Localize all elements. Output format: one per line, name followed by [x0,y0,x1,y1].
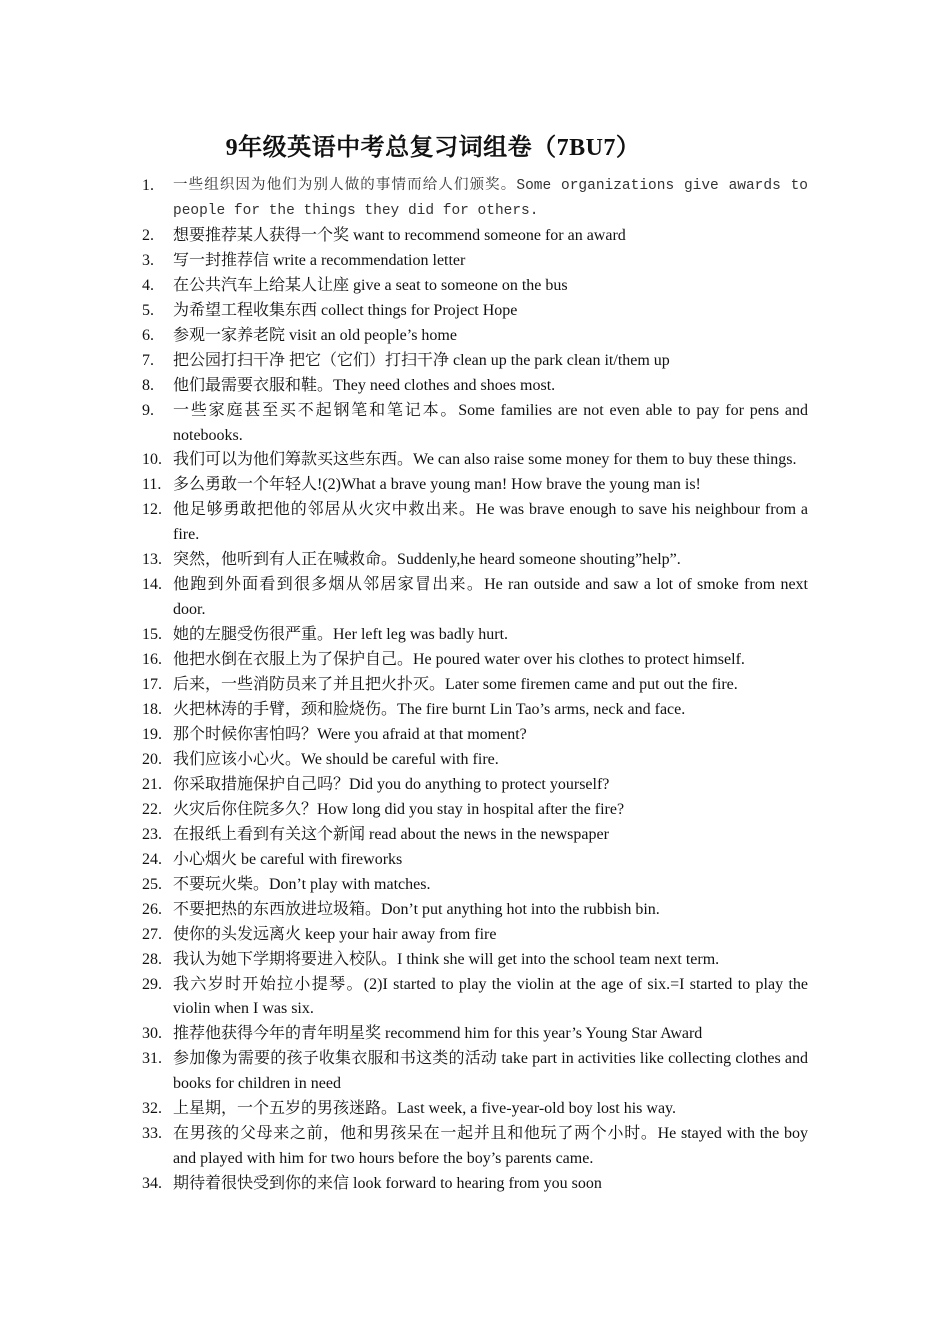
item-number: 31. [142,1050,162,1068]
item-number: 18. [142,701,162,719]
item-text: 那个时候你害怕吗？Were you afraid at that moment? [173,725,527,743]
item-number: 9. [142,401,154,419]
item-text: 我认为她下学期将要进入校队。I think she will get into the school team next term. [173,950,720,968]
list-item [140,1172,808,1197]
list-item [140,673,808,698]
item-text: 火把林涛的手臂，颈和脸烧伤。The fire burnt Lin Tao’s arms, neck and face. [173,701,686,719]
item-text: 参加像为需要的孩子收集衣服和书这类的活动 take part in activities like collecting clothes and books for children in need [173,1050,808,1093]
item-number: 17. [142,676,162,694]
list-item [140,848,808,873]
item-number: 25. [142,875,162,893]
item-text: 我六岁时开始拉小提琴。(2)I started to play the violin at the age of six.=I started to play the violin when I was six. [173,975,808,1018]
list-item [140,898,808,923]
item-text: 上星期，一个五岁的男孩迷路。Last week, a five-year-old boy lost his way. [173,1100,677,1118]
item-number: 33. [142,1125,162,1143]
item-text: 使你的头发远离火 keep your hair away from fire [173,925,497,943]
item-text: 在公共汽车上给某人让座 give a seat to someone on the bus [173,276,568,294]
list-item [140,773,808,798]
item-text: 一些组织因为他们为别人做的事情而给人们颁奖。Some organizations give awards to people for the things they did for others. [173,178,808,219]
item-text: 火灾后你住院多久？How long did you stay in hospital after the fire? [173,800,625,818]
item-text: 突然，他听到有人正在喊救命。Suddenly,he heard someone shouting”help”. [173,551,681,569]
list-item [140,399,808,449]
item-text: 不要玩火柴。Don’t play with matches. [173,875,431,893]
item-number: 30. [142,1025,162,1043]
list-item [140,448,808,473]
item-number: 12. [142,501,162,519]
item-text: 她的左腿受伤很严重。Her left leg was badly hurt. [173,626,509,644]
item-text: 参观一家养老院 visit an old people’s home [173,326,457,344]
item-number: 24. [142,850,162,868]
item-text: 你采取措施保护自己吗？Did you do anything to protect yourself? [173,775,610,793]
item-text: 他们最需要衣服和鞋。They need clothes and shoes most. [173,376,556,394]
item-text: 他把水倒在衣服上为了保护自己。He poured water over his clothes to protect himself. [173,651,745,669]
phrase-list [140,174,808,1197]
list-item [140,349,808,374]
item-number: 34. [142,1175,162,1193]
list-item [140,374,808,399]
item-number: 28. [142,950,162,968]
item-number: 27. [142,925,162,943]
list-item [140,973,808,1023]
item-number: 13. [142,551,162,569]
list-item [140,698,808,723]
list-item [140,648,808,673]
item-number: 32. [142,1100,162,1118]
list-item [140,948,808,973]
list-item [140,798,808,823]
list-item [140,1097,808,1122]
item-number: 3. [142,251,154,269]
list-item [140,623,808,648]
item-number: 15. [142,626,162,644]
item-text: 多么勇敢一个年轻人!(2)What a brave young man! How brave the young man is! [173,476,701,494]
item-number: 11. [142,476,162,494]
item-number: 5. [142,301,154,319]
list-item [140,498,808,548]
item-number: 6. [142,326,154,344]
item-number: 21. [142,775,162,793]
item-number: 2. [142,226,154,244]
item-number: 23. [142,825,162,843]
item-text: 把公园打扫干净 把它（它们）打扫干净 clean up the park clean it/them up [173,351,670,369]
item-text: 在报纸上看到有关这个新闻 read about the news in the newspaper [173,825,609,843]
list-item [140,548,808,573]
list-item [140,274,808,299]
item-text: 写一封推荐信 write a recommendation letter [173,251,466,269]
list-item [140,324,808,349]
list-item [140,1122,808,1172]
list-item [140,473,808,498]
item-number: 8. [142,376,154,394]
list-item [140,1047,808,1097]
item-number: 1. [142,177,154,194]
item-text: 我们应该小心火。We should be careful with fire. [173,750,499,768]
list-item [140,748,808,773]
item-text: 为希望工程收集东西 collect things for Project Hope [173,301,518,319]
list-item [140,873,808,898]
list-item [140,174,808,224]
item-number: 22. [142,800,162,818]
list-item [140,1022,808,1047]
item-text: 一些家庭甚至买不起钢笔和笔记本。Some families are not even able to pay for pens and notebooks. [173,401,808,444]
item-number: 16. [142,651,162,669]
list-item [140,823,808,848]
list-item [140,299,808,324]
item-number: 29. [142,975,162,993]
document-title: 9年级英语中考总复习词组卷（7BU7） [225,135,641,161]
list-item [140,224,808,249]
item-number: 26. [142,900,162,918]
item-text: 小心烟火 be careful with fireworks [173,850,403,868]
item-number: 19. [142,725,162,743]
item-number: 14. [142,576,162,594]
item-text: 后来，一些消防员来了并且把火扑灭。Later some firemen came and put out the fire. [173,676,738,694]
item-number: 7. [142,351,154,369]
list-item [140,723,808,748]
item-text: 他跑到外面看到很多烟从邻居家冒出来。He ran outside and saw a lot of smoke from next door. [173,576,808,619]
item-text: 推荐他获得今年的青年明星奖 recommend him for this year’s Young Star Award [173,1025,703,1043]
item-text: 我们可以为他们筹款买这些东西。We can also raise some money for them to buy these things. [173,451,797,469]
item-number: 20. [142,750,162,768]
list-item [140,573,808,623]
item-number: 4. [142,276,154,294]
item-number: 10. [142,451,162,469]
item-text: 不要把热的东西放进垃圾箱。Don’t put anything hot into the rubbish bin. [173,900,660,918]
list-item [140,923,808,948]
item-text: 期待着很快受到你的来信 look forward to hearing from you soon [173,1175,602,1193]
item-text: 在男孩的父母来之前，他和男孩呆在一起并且和他玩了两个小时。He stayed with the boy and played with him for two hours before the boy’s parents came. [173,1125,808,1168]
list-item [140,249,808,274]
item-text: 想要推荐某人获得一个奖 want to recommend someone for an award [173,226,626,244]
item-text: 他足够勇敢把他的邻居从火灾中救出来。He was brave enough to save his neighbour from a fire. [173,501,808,544]
